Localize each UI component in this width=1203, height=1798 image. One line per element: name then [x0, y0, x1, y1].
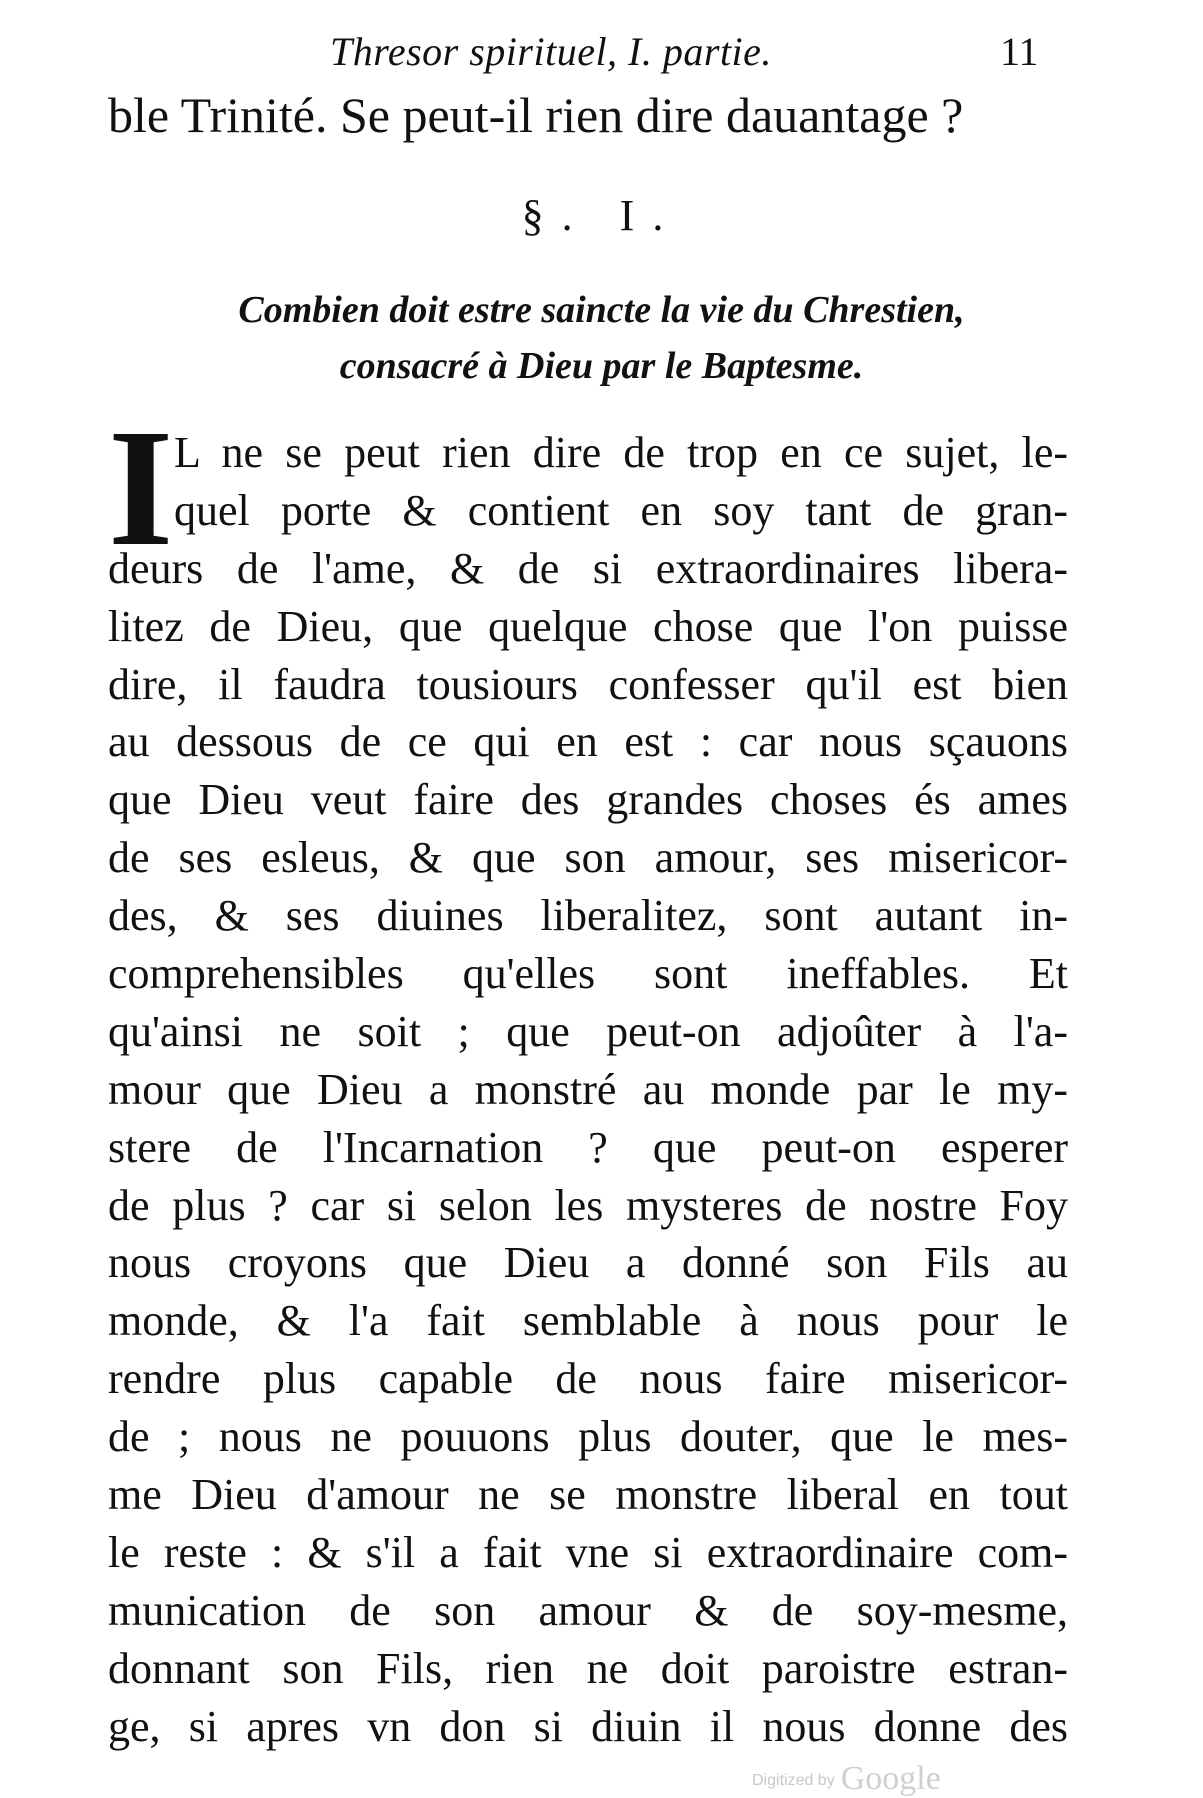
text-line: que Dieu veut faire des grandes choses és ames — [108, 775, 1068, 825]
text-line: de ses esleus, & que son amour, ses misericor- — [108, 833, 1068, 883]
section-heading — [0, 282, 1203, 394]
text-line: au dessous de ce qui en est : car nous sçauons — [108, 717, 1068, 767]
text-line: munication de son amour & de soy-mesme, — [108, 1585, 1068, 1635]
section-heading-line: consacré à Dieu par le Baptesme. — [339, 345, 864, 387]
section-mark: §. I. — [521, 191, 682, 240]
text-line: des, & ses diuines liberalitez, sont autant in- — [108, 891, 1068, 941]
text-line: ge, si apres vn don si diuin il nous donne des — [108, 1701, 1068, 1751]
watermark-brand: Google — [840, 1760, 941, 1797]
text-line: quel porte & contient en soy tant de gran- — [174, 485, 1068, 535]
text-line: me Dieu d'amour ne se monstre liberal en tout — [108, 1470, 1068, 1520]
text-line: L ne se peut rien dire de trop en ce sujet, le- — [174, 428, 1068, 477]
digitization-watermark — [752, 1760, 941, 1798]
carryover-line: ble Trinité. Se peut-il rien dire dauantage ? — [108, 87, 964, 143]
text-line: de plus ? car si selon les mysteres de nostre Foy — [108, 1180, 1068, 1230]
text-line: monde, & l'a fait semblable à nous pour le — [108, 1296, 1068, 1346]
text-line: rendre plus capable de nous faire misericor- — [108, 1354, 1068, 1404]
section-heading-line: Combien doit estre saincte la vie du Chrestien, — [238, 289, 965, 331]
text-line: nous croyons que Dieu a donné son Fils au — [108, 1238, 1068, 1288]
text-line: litez de Dieu, que quelque chose que l'on puisse — [108, 601, 1068, 651]
text-line: stere de l'Incarnation ? que peut-on esperer — [108, 1122, 1068, 1172]
text-line: qu'ainsi ne soit ; que peut-on adjoûter à l'a- — [108, 1006, 1068, 1056]
page-number: 11 — [1000, 29, 1039, 74]
text-line: le reste : & s'il a fait vne si extraordinaire com- — [108, 1527, 1068, 1577]
text-line: de ; nous ne pouuons plus douter, que le mes- — [108, 1412, 1068, 1462]
text-line: donnant son Fils, rien ne doit paroistre estran- — [108, 1643, 1068, 1693]
running-head-title: Thresor spirituel, I. partie. — [330, 29, 772, 74]
text-line: comprehensibles qu'elles sont ineffables. Et — [108, 949, 1068, 999]
text-line: deurs de l'ame, & de si extraordinaires libera- — [108, 543, 1068, 593]
text-line: mour que Dieu a monstré au monde par le my- — [108, 1064, 1068, 1114]
watermark-prefix: Digitized by — [752, 1772, 835, 1789]
text-line: dire, il faudra tousiours confesser qu'il est bien — [108, 659, 1068, 709]
body-text — [108, 424, 1068, 1755]
drop-cap-initial: I — [108, 395, 174, 581]
